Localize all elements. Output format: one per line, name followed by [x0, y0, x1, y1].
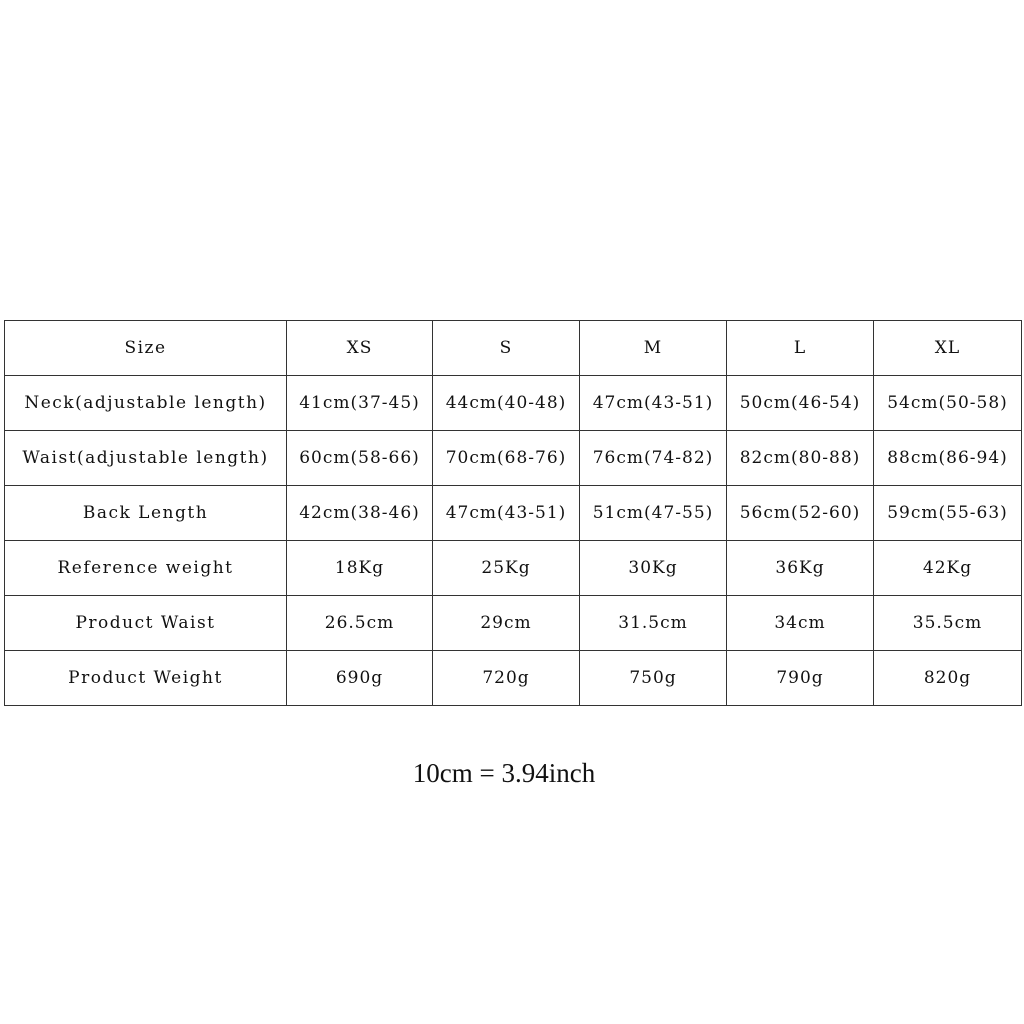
table-cell: 44cm(40-48)	[433, 376, 580, 431]
header-cell-s: S	[433, 321, 580, 376]
table-cell: 34cm	[727, 596, 874, 651]
table-cell: 29cm	[433, 596, 580, 651]
table-cell: 36Kg	[727, 541, 874, 596]
table-cell: 51cm(47-55)	[580, 486, 727, 541]
table-row-reference-weight	[5, 541, 1022, 596]
header-cell-size: Size	[5, 321, 287, 376]
table-cell: 41cm(37-45)	[287, 376, 433, 431]
table-cell: 42cm(38-46)	[287, 486, 433, 541]
table-row-product-weight	[5, 651, 1022, 706]
header-cell-m: M	[580, 321, 727, 376]
table-cell: 76cm(74-82)	[580, 431, 727, 486]
row-label: Product Waist	[5, 596, 287, 651]
table-cell: 60cm(58-66)	[287, 431, 433, 486]
table-row-back-length	[5, 486, 1022, 541]
table-cell: 25Kg	[433, 541, 580, 596]
row-label: Waist(adjustable length)	[5, 431, 287, 486]
table-cell: 820g	[874, 651, 1022, 706]
table-row-product-waist	[5, 596, 1022, 651]
header-cell-xs: XS	[287, 321, 433, 376]
table-cell: 35.5cm	[874, 596, 1022, 651]
row-label: Reference weight	[5, 541, 287, 596]
row-label: Neck(adjustable length)	[5, 376, 287, 431]
table-cell: 31.5cm	[580, 596, 727, 651]
table-cell: 70cm(68-76)	[433, 431, 580, 486]
size-chart-table	[4, 320, 1022, 706]
row-label: Product Weight	[5, 651, 287, 706]
table-cell: 88cm(86-94)	[874, 431, 1022, 486]
table-cell: 42Kg	[874, 541, 1022, 596]
table-cell: 30Kg	[580, 541, 727, 596]
table-cell: 56cm(52-60)	[727, 486, 874, 541]
table-row-waist	[5, 431, 1022, 486]
table-row-neck	[5, 376, 1022, 431]
unit-conversion-note: 10cm = 3.94inch	[412, 758, 596, 788]
table-cell: 50cm(46-54)	[727, 376, 874, 431]
table-cell: 54cm(50-58)	[874, 376, 1022, 431]
table-cell: 47cm(43-51)	[433, 486, 580, 541]
table-cell: 26.5cm	[287, 596, 433, 651]
table-header-row	[5, 321, 1022, 376]
table-cell: 690g	[287, 651, 433, 706]
table-cell: 59cm(55-63)	[874, 486, 1022, 541]
table-cell: 18Kg	[287, 541, 433, 596]
header-cell-xl: XL	[874, 321, 1022, 376]
table-cell: 750g	[580, 651, 727, 706]
table-cell: 790g	[727, 651, 874, 706]
table-cell: 47cm(43-51)	[580, 376, 727, 431]
header-cell-l: L	[727, 321, 874, 376]
table-cell: 720g	[433, 651, 580, 706]
table-cell: 82cm(80-88)	[727, 431, 874, 486]
row-label: Back Length	[5, 486, 287, 541]
